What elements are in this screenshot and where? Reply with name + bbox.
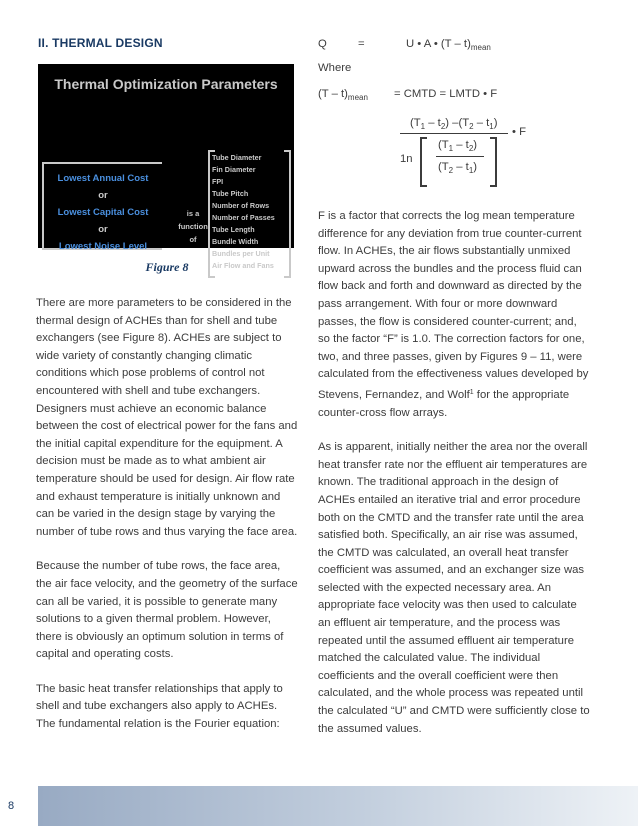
eq-q: Q <box>318 38 327 50</box>
objective-noise-level: Lowest Noise Level <box>58 241 148 252</box>
eq-inner-numerator <box>438 139 477 153</box>
paragraph-text: for the appropriate counter-cross flow arrays. <box>318 388 570 419</box>
section-title: II. THERMAL DESIGN <box>38 36 163 50</box>
body-paragraph: As is apparent, initially neither the area nor the overall heat transfer rate nor the effluent air temperatures are known. The traditional approach in the design of ACHEs entailed an iterative trial and error procedure both on the CMTD and the transfer rate until the area satisfied both. Specifically, an air rise was assumed, the CMTD was calculated, an overall heat transfer coefficient was assumed, and an exchanger size was selected with the expected necessary area. An appropriate face velocity was then used to calculate an effluent air temperature, and the process was repeated until the assumed effluent air temperature matched the calculated value. The individual coefficients and the overall coefficient were then calculated, and the whole process was repeated until the calculated “U” and CMTD were sufficiently close to the assumed values. <box>318 441 590 735</box>
eq-part: – t <box>473 117 490 129</box>
eq-sub: 2 <box>440 122 446 131</box>
eq-inner-denominator <box>438 161 477 175</box>
eq-part: – t <box>453 161 469 173</box>
eq-part: ) <box>473 139 478 151</box>
eq-sub: 2 <box>469 122 474 131</box>
param-item: Bundles per Unit <box>212 249 270 258</box>
eq-part: – t <box>453 139 469 151</box>
footer-gradient-bar <box>38 786 638 826</box>
body-paragraph: The basic heat transfer relationships that apply to shell and tube exchangers also apply to ACHEs. The fundamental relation is the Fourier equation: <box>36 682 283 731</box>
eq-part: ) <box>473 161 478 173</box>
eq-part: (T <box>438 139 449 151</box>
eq-part: (T <box>410 117 421 129</box>
figure-title: Thermal Optimization Parameters <box>54 76 278 92</box>
eq-right-bracket <box>490 137 497 187</box>
eq-lhs-text: (T – t) <box>318 88 348 100</box>
eq-sub: 1 <box>420 122 426 131</box>
eq-sub: 1 <box>448 144 454 153</box>
eq-sub: 2 <box>448 166 454 175</box>
param-item: Bundle Width <box>212 237 259 246</box>
paragraph-text: F is a factor that corrects the log mean temperature difference for any deviation from true counter-current flow. In ACHEs, the air flows substantially unmixed upward across the bundles and the process fluid can flow back and forth and downward as directed by the pass arrangement. With four or more downward passes, the flow is considered counter-current; and, so the factor “F” is 1.0. The correction factors for one, two, and three passes, given by Figures 9 – 11, were calculated from the effectiveness values developed by Stevens, Fernandez, and Wolf <box>318 210 589 401</box>
left-column <box>36 36 298 751</box>
function-of-label <box>173 207 213 246</box>
right-column <box>318 36 590 755</box>
eq-sub: 2 <box>468 144 474 153</box>
eq-sub: 1 <box>489 122 494 131</box>
eq-rhs-2: = CMTD = LMTD • F <box>394 88 498 100</box>
eq-main-fraction-line <box>400 133 508 134</box>
or-label: or <box>98 224 108 235</box>
eq-rhs-1 <box>406 38 491 52</box>
eq-part: ) –(T <box>445 117 470 129</box>
eq-ln: 1n <box>400 153 413 165</box>
mid-text-line: function <box>178 222 208 231</box>
eq-sub: 1 <box>468 166 474 175</box>
param-item: Fin Diameter <box>212 165 256 174</box>
eq-lhs-2 <box>318 88 368 102</box>
objective-capital-cost: Lowest Capital Cost <box>57 207 149 218</box>
fourier-equation-block <box>318 36 590 186</box>
param-item: Tube Diameter <box>212 153 262 162</box>
eq-rhs-text: U • A • (T – t) <box>406 38 471 50</box>
eq-equals: = <box>358 38 365 50</box>
eq-part: – t <box>425 117 441 129</box>
param-item: Tube Pitch <box>212 189 249 198</box>
figure-objectives <box>44 170 162 255</box>
body-paragraph: Because the number of tube rows, the face area, the air face velocity, and the geometry of the surface can all be varied, it is possible to generate many solutions to a given thermal problem. However, there is obviously an optimum solution in terms of capital and operating costs. <box>36 560 298 661</box>
figure-caption: Figure 8 <box>145 260 189 274</box>
page-number: 8 <box>8 800 15 812</box>
footnote-mark: 1 <box>469 388 474 396</box>
param-item: Number of Rows <box>212 201 270 210</box>
body-paragraph: There are more parameters to be considered in the thermal design of ACHEs than for shell and tube exchangers (see Figure 8). ACHEs are subject to wide variety of constantly changing climatic conditions which pose problems of control not encountered with shell and tube exchangers. Designers must achieve an economic balance between the cost of electrical power for the fans and the initial capital expenditure for the equipment. A decision must be made as to what ambient air temperature should be used for design. Air flow rate and exhaust temperature is initially unknown and can be varied in the design stage by varying the number of tube rows and thus varying the face area. <box>36 297 298 538</box>
or-label: or <box>98 190 108 201</box>
param-item: FPI <box>212 177 224 186</box>
param-item: Air Flow and Fans <box>212 261 274 270</box>
body-paragraph <box>318 208 590 422</box>
eq-times-f: • F <box>512 126 526 138</box>
figure-parameters-list <box>212 152 292 272</box>
objective-annual-cost: Lowest Annual Cost <box>57 173 149 184</box>
param-item: Number of Passes <box>212 213 275 222</box>
eq-where: Where <box>318 62 352 74</box>
eq-mean-sub: mean <box>470 43 491 52</box>
eq-mean-sub: mean <box>347 93 368 102</box>
eq-part: ) <box>493 117 498 129</box>
eq-part: (T <box>438 161 449 173</box>
mid-text-line: is a <box>186 209 200 218</box>
eq-inner-fraction-line <box>436 156 484 157</box>
mid-text-line: of <box>189 235 197 244</box>
param-item: Tube Length <box>212 225 255 234</box>
eq-numerator <box>410 117 498 131</box>
eq-left-bracket <box>420 137 427 187</box>
